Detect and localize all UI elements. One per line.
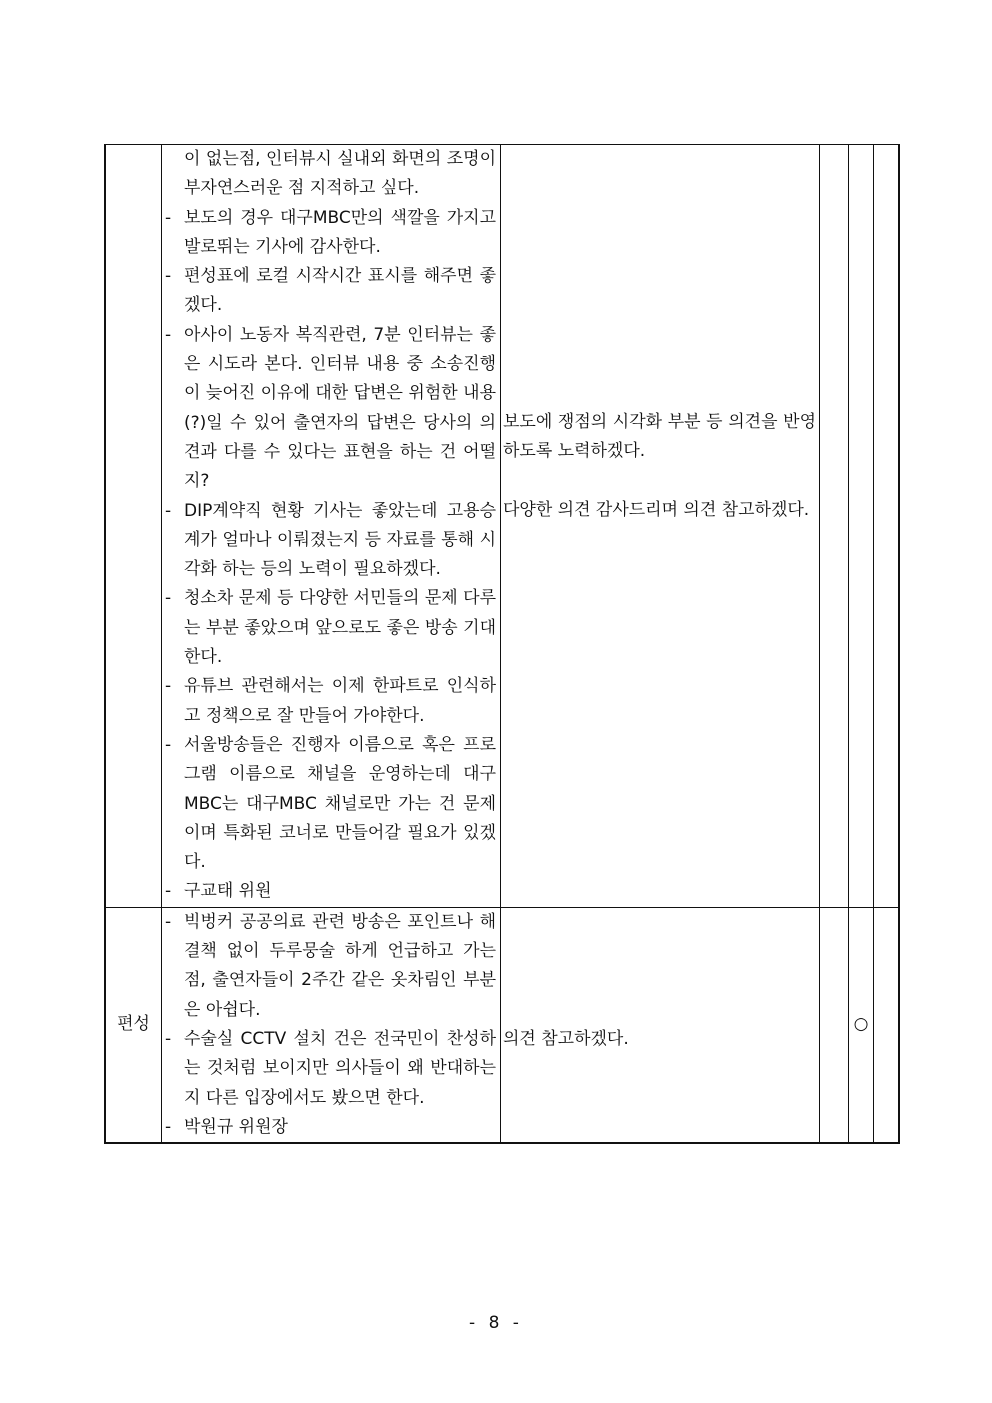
dash-bullet: -	[165, 207, 172, 228]
opinion-cell	[162, 145, 501, 908]
opinion-item	[162, 908, 500, 1025]
opinion-text: 빅벙커 공공의료 관련 방송은 포인트나 해결책 없이 두루뭉술 하게 언급하고 가는 점, 출연자들이 2주간 같은 옷차림인 부분은 아쉽다.	[184, 911, 496, 1020]
status-cell	[849, 145, 874, 908]
answer-spacer	[501, 467, 819, 496]
member-name: 박원규 위원장	[184, 1116, 288, 1137]
opinion-text: 아사이 노동자 복직관련, 7분 인터뷰는 좋은 시도라 본다. 인터뷰 내용 중 소송진행이 늦어진 이유에 대한 답변은 위험한 내용(?)일 수 있어 출연자의 답변은 당사의 의견과 다를 수 있다는 표현을 하는 건 어떨지?	[184, 324, 496, 492]
opinion-list	[162, 145, 500, 907]
opinion-text: 수술실 CCTV 설치 건은 전국민이 찬성하는 것처럼 보이지만 의사들이 왜 반대하는지 다른 입장에서도 봤으면 한다.	[184, 1028, 496, 1108]
opinion-table	[104, 144, 900, 1144]
opinion-item	[162, 145, 500, 204]
answer-text: 의견 참고하겠다.	[503, 1028, 629, 1049]
opinion-list	[162, 908, 500, 1142]
opinion-item	[162, 1113, 500, 1142]
member-name: 구교태 위원	[184, 881, 272, 902]
opinion-item	[162, 321, 500, 497]
category-cell: 편성	[105, 907, 162, 1143]
opinion-item	[162, 497, 500, 585]
answer-text: 다양한 의견 감사드리며 의견 참고하겠다.	[503, 499, 810, 520]
answer-text: 보도에 쟁점의 시각화 부분 등 의견을 반영하도록 노력하겠다.	[503, 412, 816, 462]
opinion-text: 보도의 경우 대구MBC만의 색깔을 가지고 발로뛰는 기사에 감사한다.	[184, 207, 496, 257]
status-cell	[820, 907, 849, 1143]
dash-bullet: -	[165, 324, 172, 345]
table-row	[105, 145, 899, 908]
opinion-text: 이 없는점, 인터뷰시 실내외 화면의 조명이 부자연스러운 점 지적하고 싶다.	[184, 149, 496, 199]
opinion-item	[162, 204, 500, 263]
dash-bullet: -	[165, 588, 172, 609]
opinion-text: 편성표에 로컬 시작시간 표시를 해주면 좋겠다.	[184, 266, 496, 316]
category-cell	[105, 145, 162, 908]
answer-cell	[501, 907, 820, 1143]
status-cell	[849, 907, 874, 1143]
dash-bullet: -	[165, 734, 172, 755]
opinion-text: 유튜브 관련해서는 이제 한파트로 인식하고 정책으로 잘 만들어 가야한다.	[184, 676, 496, 726]
opinion-text: 서울방송들은 진행자 이름으로 혹은 프로그램 이름으로 채널을 운영하는데 대구MBC는 대구MBC 채널로만 가는 건 문제이며 특화된 코너로 만들어갈 필요가 있겠다.	[184, 734, 496, 873]
opinion-item	[162, 731, 500, 877]
dash-bullet: -	[165, 1028, 172, 1049]
opinion-item	[162, 1025, 500, 1113]
opinion-text: 청소차 문제 등 다양한 서민들의 문제 다루는 부분 좋았으며 앞으로도 좋은 방송 기대한다.	[184, 588, 496, 668]
dash-bullet: -	[165, 500, 172, 521]
opinion-text: DIP계약직 현황 기사는 좋았는데 고용승계가 얼마나 이뤄졌는지 등 자료를 통해 시각화 하는 등의 노력이 필요하겠다.	[184, 500, 496, 580]
table-row	[105, 907, 899, 1143]
opinion-cell	[162, 907, 501, 1143]
dash-bullet: -	[165, 881, 172, 902]
opinion-item	[162, 672, 500, 731]
status-cell	[874, 145, 900, 908]
opinion-item	[162, 584, 500, 672]
opinion-item	[162, 877, 500, 906]
dash-bullet: -	[165, 266, 172, 287]
dash-bullet: -	[165, 911, 172, 932]
status-cell	[874, 907, 900, 1143]
answer-spacer	[501, 145, 819, 408]
page-number: - 8 -	[469, 1313, 523, 1333]
opinion-item	[162, 262, 500, 321]
dash-bullet: -	[165, 1116, 172, 1137]
answer-cell	[501, 145, 820, 908]
status-cell	[820, 145, 849, 908]
status-mark: ○	[853, 1014, 869, 1035]
dash-bullet: -	[165, 676, 172, 697]
answer-spacer	[501, 908, 819, 1025]
